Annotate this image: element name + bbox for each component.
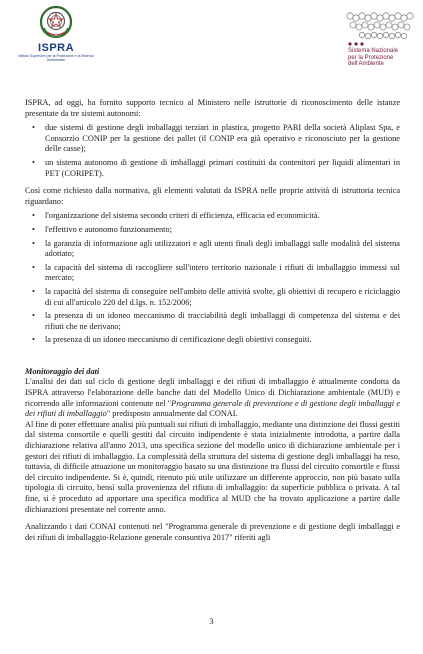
bullet-icon: •	[32, 311, 35, 321]
list-item: • la capacità del sistema di raccogliere sull'intero territorio nazionale i rifiuti di imballaggio immessi sul mercato;	[32, 262, 400, 283]
evaluation-criteria-list	[25, 211, 400, 346]
list-item: • un sistema autonomo di gestione di imballaggi primari costituiti da contenitori per liquidi alimentari in PET (CORIPET).	[32, 157, 400, 178]
section-heading: Monitoraggio dei dati	[25, 366, 100, 376]
snpa-logo	[300, 8, 415, 68]
italian-republic-emblem-icon	[39, 4, 73, 40]
snpa-name-line1: Sistema Nazionale	[348, 48, 399, 54]
bullet-icon: •	[32, 211, 35, 221]
ispra-name: ISPRA	[37, 42, 75, 54]
bullet-icon: •	[32, 335, 35, 345]
bullet-icon: •	[32, 224, 35, 234]
list-item: • la presenza di un idoneo meccanismo di certificazione degli obiettivi conseguiti.	[32, 335, 312, 345]
bullet-icon: •	[32, 286, 35, 296]
bullet-icon: •	[32, 157, 35, 167]
conai-paragraph: Analizzando i dati CONAI contenuti nel "Programma generale di prevenzione e di gestione degli imballaggi e dei rifiuti di imballaggio-Relazione generale consuntiva 2017" riferiti agli	[25, 522, 400, 542]
list-item: • l'effettivo e autonomo funzionamento;	[32, 224, 172, 234]
evaluation-paragraph: Così come richiesto dalla normativa, gli elementi valutati da ISPRA nelle proprie attività di istruttoria tecnica riguardano:	[25, 186, 400, 206]
list-item: • la capacità del sistema di conseguire nell'ambito delle attività svolte, gli obiettivi di recupero e riciclaggio di cui all'articolo 220 del d.lgs. n. 152/2006;	[32, 286, 400, 307]
snpa-circles-icon	[300, 8, 415, 48]
list-item: • la garanzia di informazione agli utilizzatori e agli utenti finali degli imballaggi sulle modalità del sistema adottato;	[32, 238, 400, 259]
list-item: • l'organizzazione del sistema secondo criteri di efficienza, efficacia ed economicità.	[32, 211, 320, 221]
autonomous-systems-list	[25, 123, 400, 179]
page-header	[0, 0, 423, 82]
ispra-subtitle: Istituto Superiore per la Protezione e la Ricerca Ambientale	[18, 54, 94, 62]
program-title: Programma generale di prevenzione e di gestione degli imballaggi e dei rifiuti di imballaggio	[25, 398, 400, 419]
document-body	[25, 98, 400, 543]
list-item: • la presenza di un idoneo meccanismo di tracciabilità degli imballaggi di competenza del sistema e dei rifiuti che ne derivano;	[32, 311, 400, 331]
snpa-name-line2: per la Protezione	[348, 54, 394, 61]
ispra-logo	[12, 4, 100, 62]
page-number: 3	[209, 617, 214, 626]
bullet-icon: •	[32, 123, 35, 133]
bullet-icon: •	[32, 262, 35, 272]
mud-analysis-paragraph: L'analisi dei dati sul ciclo di gestione degli imballaggi e dei rifiuti di imballaggio è attualmente condotta da ISPRA attraverso l'elaborazione delle banche dati del Modello Unico di Dichiarazione ambientale (MUD) e ricorrendo alle informazioni contenute nel "Programma generale di prevenzione e di gestione degli imballaggi e dei rifiuti di imballaggio" predisposto annualmente dal CONAI.	[25, 377, 400, 419]
list-item: • due sistemi di gestione degli imballaggi terziari in plastica, progetto PARI della società Aliplast Spa, e Consorzio CONIP per la gestione dei pallet (il CONIP era già operativo e riconosciuto per la gestione delle casse);	[32, 123, 400, 154]
snpa-name-line3: dell'Ambiente	[348, 61, 384, 67]
flows-paragraph: Al fine di poter effettuare analisi più puntuali sui rifiuti di imballaggio, mediante una distinzione dei flussi gestiti dal sistema consortile e quelli gestiti dal circuito indipendente è stata inizialmente introdotta, a partire dalla dichiarazione relativa all'anno 2013, una specifica sezione del modello unico di dichiarazione ambientale per i gestori dei rifiuti di imballaggio. La complessità della struttura del sistema di gestione degli imballaggi ha reso, tuttavia, di difficile attuazione un monitoraggio basato su una distinzione tra flussi del circuito consortile e flussi del circuito indipendente. Si è, quindi, ritenuto più utile utilizzare un differente approccio, non più basato sulla tipologia di circuito, bensì sulla provenienza del rifiuto di imballaggio: da superficie pubblica o privata. A tal fine, si è proceduto ad apportare una specifica modifica al MUD che ha trovato applicazione a partire dalle dichiarazioni presentate nel corrente anno.	[25, 419, 400, 514]
bullet-icon: •	[32, 238, 35, 248]
intro-paragraph: ISPRA, ad oggi, ha fornito supporto tecnico al Ministero nelle istruttorie di riconoscimento delle istanze presentate da tre sistemi autonomi:	[25, 98, 400, 118]
